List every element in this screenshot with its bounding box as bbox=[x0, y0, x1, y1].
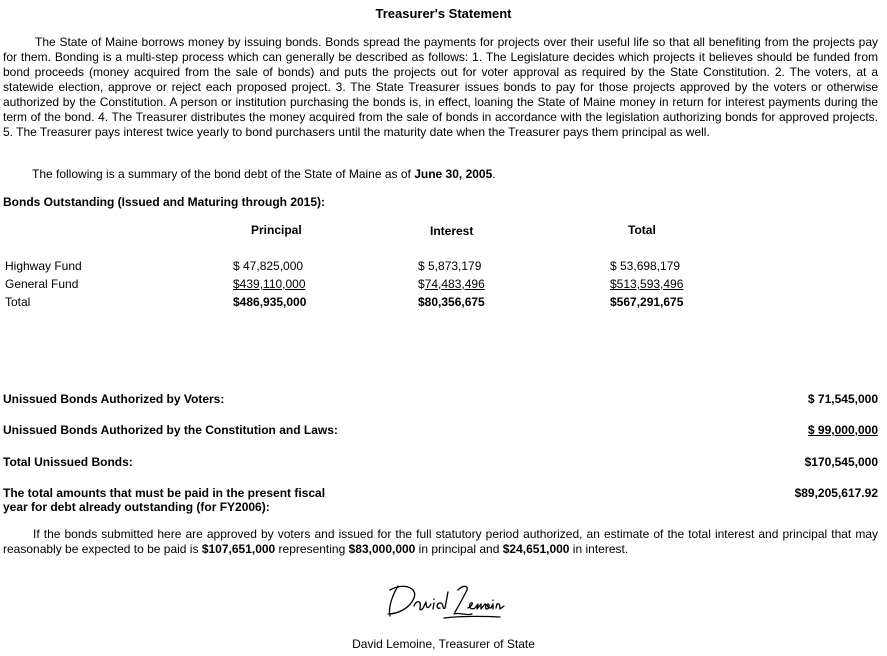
column-header-total: Total bbox=[628, 223, 656, 237]
total-total: $567,291,675 bbox=[610, 295, 684, 309]
intro-paragraph bbox=[3, 35, 878, 140]
row-label-general-fund: General Fund bbox=[5, 277, 79, 291]
row-label-highway-fund: Highway Fund bbox=[5, 259, 82, 273]
estimate-text-2: representing bbox=[275, 542, 349, 556]
present-fiscal-label-line2: year for debt already outstanding (for FY2006): bbox=[3, 500, 270, 514]
signatory-name: David Lemoine, Treasurer of State bbox=[352, 637, 535, 651]
signature-image bbox=[384, 578, 506, 622]
present-fiscal-label-line1: The total amounts that must be paid in the present fiscal bbox=[3, 486, 326, 500]
estimate-text-4: in interest. bbox=[569, 542, 629, 556]
highway-principal: $ 47,825,000 bbox=[233, 259, 304, 273]
estimate-total: $107,651,000 bbox=[201, 542, 276, 556]
bonds-outstanding-heading: Bonds Outstanding (Issued and Maturing through 2015): bbox=[3, 195, 326, 209]
highway-interest: $ 5,873,179 bbox=[418, 259, 482, 273]
unissued-total-label: Total Unissued Bonds: bbox=[3, 455, 133, 469]
column-header-interest: Interest bbox=[430, 224, 474, 238]
general-principal: $439,110,000 bbox=[233, 277, 306, 291]
summary-prefix: The following is a summary of the bond debt of the State of Maine as of bbox=[32, 167, 415, 181]
general-total: $513,593,496 bbox=[610, 277, 684, 291]
estimate-paragraph bbox=[3, 527, 878, 557]
summary-date: June 30, 2005 bbox=[414, 167, 493, 181]
unissued-constitution-label: Unissued Bonds Authorized by the Constitution and Laws: bbox=[3, 423, 338, 437]
page-title: Treasurer's Statement bbox=[375, 6, 512, 21]
unissued-voters-label: Unissued Bonds Authorized by Voters: bbox=[3, 392, 225, 406]
general-interest-prefix: $ bbox=[418, 277, 425, 291]
general-interest-amount: 74,483,496 bbox=[424, 277, 485, 291]
highway-total: $ 53,698,179 bbox=[610, 259, 681, 273]
row-label-total: Total bbox=[5, 295, 31, 309]
summary-line bbox=[32, 167, 496, 181]
unissued-total-value: $170,545,000 bbox=[804, 455, 878, 469]
estimate-text-1: If the bonds submitted here are approved by voters and issued for the full statutory period authorized, an estimate of the total interest and principal that may reasonably be expected to be paid is bbox=[3, 527, 878, 556]
intro-text: The State of Maine borrows money by issuing bonds. Bonds spread the payments for projects over their useful life so that all benefiting from the projects pay for them. Bonding is a multi-step process which can generally be described as follows: 1. The Legislature decides which projects it believes should be funded from bond proceeds (money acquired from the sale of bonds) and puts the projects out for voter approval as required by the State Constitution. 2. The voters, at a statewide election, approve or reject each proposed project. 3. The State Treasurer issues bonds to pay for those projects approved by the voters or otherwise authorized by the Constitution. A person or institution purchasing the bonds is, in effect, loaning the State of Maine money in return for interest payments during the term of the bond. 4. The Treasurer distributes the money acquired from the sale of bonds in accordance with the legislation authorizing bonds for approved projects. 5. The Treasurer pays interest twice yearly to bond purchasers until the maturity date when the Treasurer pays them principal as well. bbox=[3, 35, 878, 139]
unissued-voters-value: $ 71,545,000 bbox=[807, 392, 878, 406]
general-interest bbox=[418, 277, 485, 291]
summary-suffix: . bbox=[492, 167, 496, 181]
unissued-constitution-value: $ 99,000,000 bbox=[807, 423, 878, 437]
column-header-principal: Principal bbox=[251, 223, 302, 237]
present-fiscal-value: $89,205,617.92 bbox=[794, 486, 878, 500]
estimate-text-3: in principal and bbox=[415, 542, 503, 556]
total-principal: $486,935,000 bbox=[233, 295, 307, 309]
estimate-interest: $24,651,000 bbox=[502, 542, 570, 556]
total-interest: $80,356,675 bbox=[418, 295, 485, 309]
estimate-principal: $83,000,000 bbox=[348, 542, 416, 556]
